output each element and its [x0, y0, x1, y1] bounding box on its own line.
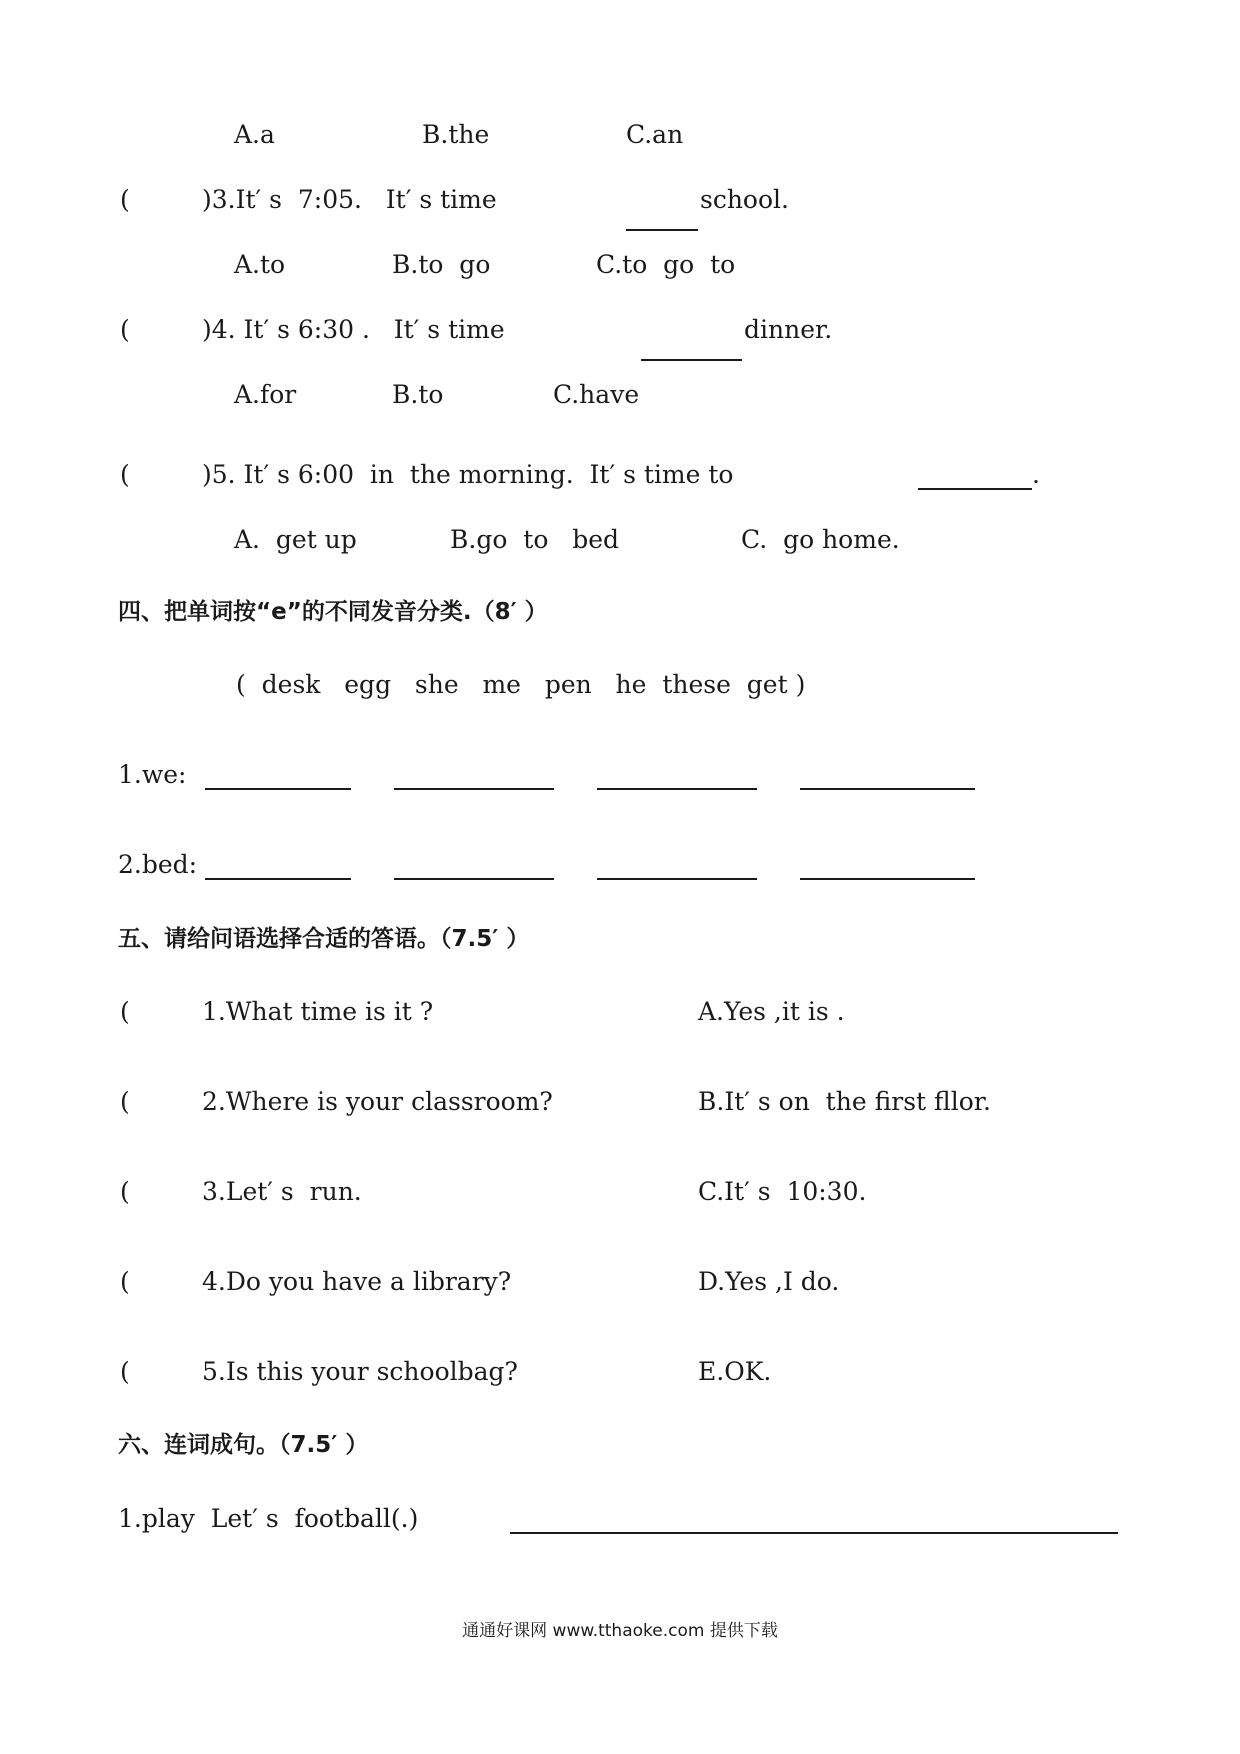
section5-q5-paren: (: [120, 1357, 130, 1386]
section4-row2-blank-3[interactable]: [597, 878, 757, 880]
q4-option-a: A.for: [234, 380, 297, 409]
q4-answer-blank[interactable]: [641, 359, 742, 361]
section4-row1-label: 1.we:: [118, 760, 187, 789]
q3-option-a: A.to: [234, 250, 286, 279]
q3-option-c: C.to go to: [596, 250, 736, 279]
q5-paren: (: [120, 460, 130, 489]
section5-q1-paren: (: [120, 997, 130, 1026]
section5-answer-d: D.Yes ,I do.: [698, 1267, 840, 1296]
section6-item-1: 1.play Let′ s football(.): [118, 1504, 419, 1533]
section4-row1-blank-3[interactable]: [597, 788, 757, 790]
section5-heading: 五、请给问语选择合适的答语。（7.5′ ）: [118, 926, 530, 952]
q5-tail: .: [1032, 460, 1040, 489]
section5-answer-a: A.Yes ,it is .: [698, 997, 845, 1026]
page-footer: 通通好课网 www.tthaoke.com 提供下载: [462, 1621, 778, 1641]
q2-option-b: B.the: [422, 120, 490, 149]
section5-question-3: 3.Let′ s run.: [202, 1177, 362, 1206]
q5-option-c: C. go home.: [741, 525, 900, 554]
q4-paren: (: [120, 315, 130, 344]
section4-row1-blank-4[interactable]: [800, 788, 975, 790]
section5-q4-paren: (: [120, 1267, 130, 1296]
section5-answer-c: C.It′ s 10:30.: [698, 1177, 867, 1206]
q4-text: )4. It′ s 6:30 . It′ s time: [202, 315, 505, 344]
section4-row2-blank-1[interactable]: [205, 878, 351, 880]
section4-heading: 四、把单词按“e”的不同发音分类.（8′ ）: [118, 599, 548, 625]
q5-text: )5. It′ s 6:00 in the morning. It′ s time to: [202, 460, 734, 489]
section5-answer-e: E.OK.: [698, 1357, 772, 1386]
q4-option-c: C.have: [553, 380, 640, 409]
q3-paren: (: [120, 185, 130, 214]
q4-option-b: B.to: [392, 380, 444, 409]
q3-text: )3.It′ s 7:05. It′ s time: [202, 185, 497, 214]
section5-question-5: 5.Is this your schoolbag?: [202, 1357, 518, 1386]
section4-row2-blank-2[interactable]: [394, 878, 554, 880]
section5-question-4: 4.Do you have a library?: [202, 1267, 512, 1296]
section5-q2-paren: (: [120, 1087, 130, 1116]
q2-option-a: A.a: [234, 120, 275, 149]
q5-option-a: A. get up: [234, 525, 357, 554]
q4-tail: dinner.: [744, 315, 833, 344]
section4-word-list: ( desk egg she me pen he these get ): [236, 670, 806, 699]
section5-question-1: 1.What time is it ?: [202, 997, 434, 1026]
section4-row1-blank-1[interactable]: [205, 788, 351, 790]
section4-row2-label: 2.bed:: [118, 850, 198, 879]
q5-answer-blank[interactable]: [918, 488, 1032, 490]
section5-answer-b: B.It′ s on the first fllor.: [698, 1087, 991, 1116]
q2-option-c: C.an: [626, 120, 684, 149]
q3-answer-blank[interactable]: [626, 229, 698, 231]
section5-question-2: 2.Where is your classroom?: [202, 1087, 553, 1116]
section6-item-1-answer-blank[interactable]: [510, 1532, 1118, 1534]
section4-row2-blank-4[interactable]: [800, 878, 975, 880]
q3-option-b: B.to go: [392, 250, 491, 279]
section5-q3-paren: (: [120, 1177, 130, 1206]
section4-row1-blank-2[interactable]: [394, 788, 554, 790]
q3-tail: school.: [700, 185, 789, 214]
section6-heading: 六、连词成句。（7.5′ ）: [118, 1432, 369, 1458]
q5-option-b: B.go to bed: [450, 525, 620, 554]
